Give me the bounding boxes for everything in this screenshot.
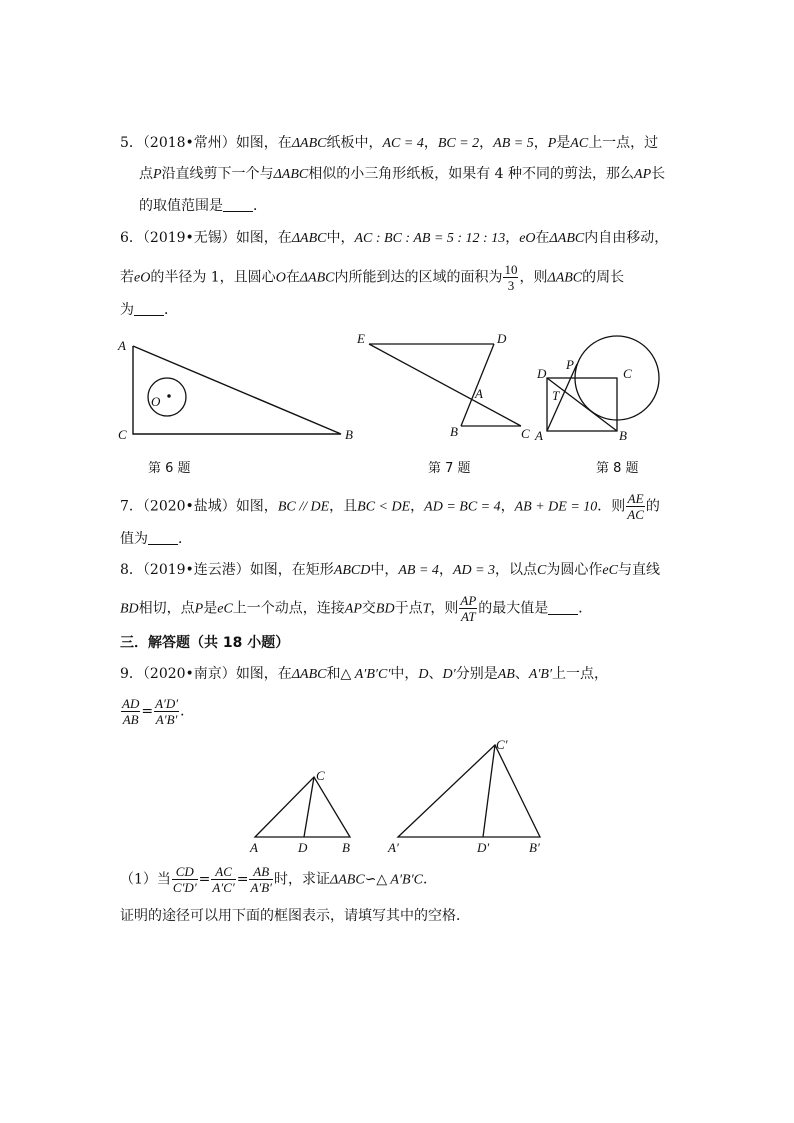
text: 内所能到达的区域的面积为 bbox=[334, 269, 503, 286]
text: 和 bbox=[326, 666, 341, 682]
text: 相似的小三角形纸板，如果有 4 种不同的剪法，那么 bbox=[308, 166, 635, 182]
text: 的取值范围是 bbox=[139, 198, 223, 214]
diagonal-bd bbox=[547, 378, 617, 431]
math: A′B′ bbox=[528, 667, 553, 682]
text: 点 bbox=[139, 166, 153, 182]
text: 上一点，过 bbox=[588, 135, 659, 151]
text: 纸板中， bbox=[326, 135, 383, 151]
answer-blank bbox=[134, 301, 164, 316]
math: C bbox=[537, 563, 547, 578]
text: ， bbox=[410, 498, 425, 515]
q9-part1: （1）当 $\frac{CD}{C'D'}$ = $\frac{AC}{A'C'}$ = $\frac{AB}{A'B'}$ 时，求证ΔABC∽△ A′B′C． bbox=[120, 864, 437, 895]
fraction bbox=[172, 864, 198, 895]
text: 与直线 bbox=[617, 562, 660, 578]
text: ． bbox=[578, 600, 593, 617]
triangle-abc-large bbox=[398, 745, 540, 837]
figure-8 bbox=[533, 330, 673, 442]
q6-number: 6． bbox=[120, 230, 143, 246]
math: D′ bbox=[442, 667, 456, 682]
triangle-abc-6 bbox=[133, 346, 341, 434]
figure-6 bbox=[115, 340, 355, 445]
q8-line1 bbox=[120, 560, 660, 581]
text: ． bbox=[423, 871, 437, 888]
label-t: T bbox=[552, 388, 560, 403]
center-dot-o bbox=[167, 394, 170, 397]
q9-number: 9． bbox=[120, 666, 143, 682]
q9-line2 bbox=[120, 696, 194, 727]
fraction bbox=[154, 696, 179, 727]
text: = bbox=[141, 703, 154, 720]
math: ΔABC∽△ A′B′C bbox=[330, 872, 423, 888]
math: BC = 2 bbox=[437, 136, 480, 151]
q9-instruction: 证明的途径可以用下面的框图表示，请填写其中的空格． bbox=[120, 908, 470, 924]
math: P bbox=[194, 601, 204, 617]
q8-line2 bbox=[120, 593, 592, 624]
text: 在 bbox=[285, 269, 300, 286]
text: 如图，在 bbox=[235, 230, 292, 246]
label-c: C bbox=[623, 366, 632, 381]
denominator: AT bbox=[460, 609, 476, 624]
numerator: AB bbox=[249, 864, 273, 880]
math: ΔABC bbox=[291, 231, 327, 246]
label-b: B bbox=[342, 840, 350, 855]
label-d: D bbox=[298, 840, 308, 855]
q5-number: 5． bbox=[120, 135, 143, 151]
label-c: C bbox=[118, 427, 127, 442]
text: 中， bbox=[390, 666, 419, 682]
math: ΔABC bbox=[291, 136, 327, 151]
segment-ec bbox=[369, 344, 521, 426]
numerator: AC bbox=[211, 864, 235, 880]
math: AD = 3 bbox=[452, 563, 496, 578]
math: P bbox=[153, 167, 162, 182]
math: AC = 4 bbox=[382, 136, 424, 151]
numerator: CD bbox=[172, 864, 198, 880]
text: 的 bbox=[645, 498, 660, 515]
q8-number: 8． bbox=[120, 562, 143, 578]
denominator: AC bbox=[627, 507, 644, 522]
text: 如图， bbox=[235, 498, 278, 515]
math: eO bbox=[519, 231, 536, 246]
segment-db bbox=[461, 344, 494, 426]
math: eC bbox=[217, 601, 233, 617]
text: 中， bbox=[326, 230, 355, 246]
math: ΔABC bbox=[291, 667, 327, 682]
text: ， bbox=[500, 498, 515, 515]
fraction bbox=[249, 864, 273, 895]
label-b: B bbox=[619, 428, 627, 443]
label-a: A bbox=[118, 338, 126, 353]
fraction bbox=[211, 864, 235, 895]
label-o: O bbox=[151, 394, 161, 409]
fraction bbox=[626, 491, 645, 522]
text: （1）当 bbox=[120, 871, 171, 888]
text: 如图，在 bbox=[235, 135, 292, 151]
text: 内自由移动， bbox=[584, 230, 669, 246]
math: BC < DE bbox=[357, 499, 411, 515]
q5-line3 bbox=[139, 196, 267, 216]
math: ΔABC bbox=[547, 270, 583, 286]
math: AB bbox=[497, 667, 515, 682]
math: eO bbox=[134, 270, 151, 286]
math: AP bbox=[634, 167, 652, 182]
text: ，则 bbox=[519, 269, 548, 286]
q7-line2 bbox=[120, 529, 192, 549]
text: ，以点 bbox=[495, 562, 538, 578]
numerator: 10 bbox=[504, 262, 518, 277]
math: T bbox=[422, 601, 431, 617]
text: 的周长 bbox=[582, 269, 625, 286]
label-d: D bbox=[537, 366, 547, 381]
segment-cd-prime bbox=[483, 745, 495, 837]
text: 时，求证 bbox=[274, 871, 331, 888]
text: ． bbox=[178, 531, 192, 547]
answer-blank bbox=[548, 600, 578, 615]
text: 在 bbox=[535, 230, 550, 246]
text: 相切，点 bbox=[138, 600, 195, 617]
math: ΔABC bbox=[299, 270, 335, 286]
text: 中， bbox=[370, 562, 399, 578]
text: 交 bbox=[361, 600, 376, 617]
q6-line2 bbox=[120, 262, 624, 293]
math: O bbox=[275, 270, 286, 286]
text: 的半径为 1，且圆心 bbox=[150, 269, 276, 286]
q6-line1 bbox=[120, 228, 668, 249]
text: ．则 bbox=[597, 498, 626, 515]
text: 为圆心作 bbox=[546, 562, 603, 578]
label-c: C bbox=[316, 768, 325, 783]
label-a: A bbox=[250, 840, 258, 855]
caption-fig6: 第 6 题 bbox=[148, 461, 191, 476]
label-b: B bbox=[345, 427, 353, 442]
math: AP bbox=[344, 601, 362, 617]
denominator: A′C′ bbox=[212, 880, 235, 895]
fraction bbox=[121, 696, 140, 727]
math: AD = BC = 4 bbox=[424, 499, 501, 515]
math: △ A′B′C′ bbox=[340, 667, 391, 682]
text: 于点 bbox=[394, 600, 423, 617]
q5-source: （2018•常州） bbox=[142, 135, 236, 151]
denominator: AB bbox=[122, 712, 139, 727]
denominator: 3 bbox=[507, 278, 515, 293]
math: ΔABC bbox=[549, 231, 585, 246]
numerator: AP bbox=[460, 593, 477, 608]
math: AB + DE = 10 bbox=[514, 499, 598, 515]
label-d: D bbox=[497, 331, 507, 346]
q6-line3 bbox=[120, 300, 178, 320]
q7-line1 bbox=[120, 491, 660, 522]
text: 上一点， bbox=[552, 666, 609, 682]
text: ． bbox=[180, 703, 195, 720]
q7-number: 7． bbox=[120, 498, 143, 515]
math: AC bbox=[570, 136, 589, 151]
label-e: E bbox=[357, 331, 365, 346]
text: 长 bbox=[651, 166, 666, 182]
label-c-prime: C′ bbox=[496, 737, 508, 752]
q9-line1 bbox=[120, 664, 608, 685]
fraction bbox=[459, 593, 477, 624]
math: AB = 4 bbox=[398, 563, 439, 578]
label-c: C bbox=[521, 426, 530, 441]
denominator: A′B′ bbox=[155, 712, 178, 727]
numerator: AD bbox=[122, 696, 140, 711]
math: eC bbox=[602, 563, 618, 578]
text: 值为 bbox=[120, 531, 148, 547]
text: ， bbox=[505, 230, 520, 246]
label-d-prime: D′ bbox=[477, 840, 490, 855]
figure-7 bbox=[355, 330, 540, 442]
math: ABCD bbox=[333, 563, 371, 578]
answer-blank bbox=[148, 530, 178, 545]
text: 的最大值是 bbox=[478, 600, 549, 617]
section-title: 三．解答题（共 18 小题） bbox=[120, 635, 290, 651]
label-b: B bbox=[450, 424, 458, 439]
math: ΔABC bbox=[273, 167, 309, 182]
numerator: A′D′ bbox=[155, 696, 179, 711]
q5-line2 bbox=[139, 164, 665, 185]
q8-source: （2019•连云港） bbox=[142, 562, 250, 578]
q6-source: （2019•无锡） bbox=[142, 230, 236, 246]
math: BC // DE bbox=[277, 499, 330, 515]
math: P bbox=[547, 136, 557, 151]
text: 、 bbox=[514, 666, 529, 682]
text: 沿直线剪下一个与 bbox=[161, 166, 274, 182]
text: ， bbox=[438, 562, 453, 578]
label-a: A bbox=[535, 428, 543, 443]
text: ． bbox=[253, 198, 267, 214]
q5-line1: 5．（2018•常州）如图，在ΔABC纸板中，AC = 4，BC = 2，AB = 5，P是AC上一点，过 bbox=[120, 135, 659, 151]
caption-fig7: 第 7 题 bbox=[428, 461, 471, 476]
fraction bbox=[503, 262, 518, 293]
q9-source: （2020•南京） bbox=[142, 666, 236, 682]
text: 如图，在 bbox=[235, 666, 292, 682]
text: 上一个动点，连接 bbox=[232, 600, 345, 617]
text: 是 bbox=[556, 135, 571, 151]
math: AB = 5 bbox=[493, 136, 534, 151]
denominator: C′D′ bbox=[172, 880, 197, 895]
label-a-prime: A′ bbox=[388, 840, 399, 855]
label-p: P bbox=[566, 357, 574, 372]
denominator: A′B′ bbox=[250, 880, 273, 895]
answer-blank bbox=[223, 197, 253, 212]
label-b-prime: B′ bbox=[529, 840, 540, 855]
math: D bbox=[418, 667, 429, 682]
math: AC : BC : AB = 5 : 12 : 13 bbox=[354, 231, 506, 246]
math: BD bbox=[120, 601, 139, 617]
text: 分别是 bbox=[455, 666, 498, 682]
text: ． bbox=[164, 302, 178, 318]
text: 为 bbox=[120, 302, 134, 318]
text: ，则 bbox=[430, 600, 459, 617]
text: 如图，在矩形 bbox=[249, 562, 334, 578]
text: ，且 bbox=[329, 498, 358, 515]
triangle-abc-small bbox=[255, 777, 350, 837]
caption-fig8: 第 8 题 bbox=[596, 461, 639, 476]
label-a: A bbox=[475, 386, 483, 401]
numerator: AE bbox=[627, 491, 644, 506]
text: 若 bbox=[120, 269, 134, 286]
q7-source: （2020•盐城） bbox=[142, 498, 236, 515]
text: 是 bbox=[203, 600, 218, 617]
math: BD bbox=[375, 601, 395, 617]
text: 、 bbox=[428, 666, 443, 682]
figure-9 bbox=[240, 735, 560, 860]
